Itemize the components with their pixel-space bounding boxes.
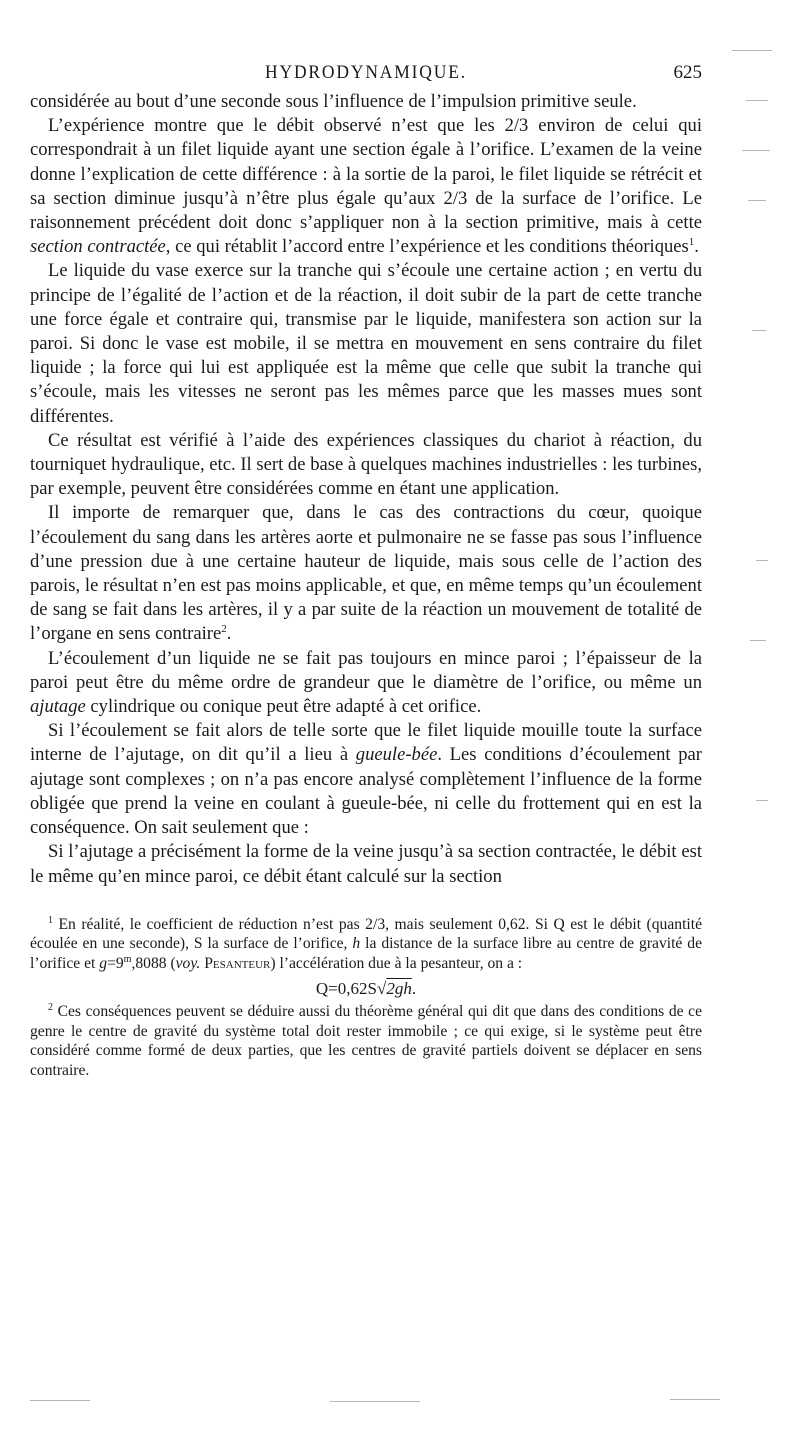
scan-speck xyxy=(30,1400,90,1401)
footnote-2-mark: 2 xyxy=(48,1002,53,1014)
scan-speck xyxy=(670,1399,720,1400)
footnote-ref-1: 1 xyxy=(688,236,695,249)
paragraph-5-text-a: Il importe de remarquer que, dans le cas des contractions du cœur, quoique l’écoulement du sang dans les artères aorte et pulmonaire ne se fasse pas sous l’influence d’une pression due à une certaine hauteur de liquide, mais sous celle de l’action des parois, le résultat n’en est pas moins applicable, et que, en même temps qu’un écoulement de sang se fait dans les artères, il y a par suite de la réaction un mouvement de totalité de l’organe en sens contraire xyxy=(30,502,702,645)
paragraph-1 xyxy=(30,90,702,114)
footnote-1-voy: voy. xyxy=(175,954,201,972)
scan-speck xyxy=(732,50,772,51)
paragraph-7-text-b: . Les conditions d’écoulement par ajutage sont complexes ; on n’a pas encore analysé complètement l’influence de la forme obligée que prend la veine en coulant à gueule-bée, ni celle du frottement qui en est la conséquence. On sait seulement que : xyxy=(30,744,702,839)
scan-speck xyxy=(756,800,768,801)
footnote-1-mark: 1 xyxy=(48,914,53,926)
sqrt-sign: √ xyxy=(376,978,387,998)
footnotes xyxy=(30,915,702,1080)
page xyxy=(30,62,702,1080)
paragraph-3-text: Le liquide du vase exerce sur la tranche qui s’écoule une certaine action ; en vertu du principe de l’égalité de l’action et de la réaction, il doit subir de la part de cette tranche une force égale et contraire qui, transmise par le liquide, manifestera son action sur la paroi. Si donc le vase est mobile, il se mettra en mouvement en sens contraire du filet liquide ; la force qui lui est appliquée est la même que celle que subit la tranche qui s’écoule, mais les vitesses ne seront pas les mêmes parce que les masses mues sont différentes. xyxy=(30,260,702,427)
formula-end: . xyxy=(411,978,417,998)
page-number: 625 xyxy=(673,62,702,83)
margin-scan-marks xyxy=(712,40,782,940)
footnote-1-var-g: g xyxy=(99,954,108,972)
paragraph-5 xyxy=(30,501,702,646)
footnote-2-text: Ces conséquences peuvent se déduire aussi du théorème général qui dit que dans des conditions de ce genre le centre de gravité du système total doit rester immobile ; ce qui exige, si le système peut être considéré comme formé de deux parties, que les centres de gravité partiels doivent se déplacer en sens contraire. xyxy=(30,1003,702,1079)
formula-radicand: 2gh xyxy=(386,978,412,998)
scan-speck xyxy=(330,1401,420,1402)
scan-speck xyxy=(746,100,768,101)
paragraph-7 xyxy=(30,719,702,840)
paragraph-2-text-a: L’expérience montre que le débit observé n’est que les 2/3 environ de celui qui correspondrait à un filet liquide ayant une section égale à l’orifice. L’examen de la veine donne l’explication de cette différence : à la sortie de la paroi, le filet liquide se rétrécit et sa section diminue jusqu’à n’être plus égale qu’aux 2/3 de la surface de l’orifice. Le raisonnement précédent doit donc s’appliquer non à la section primitive, mais à cette xyxy=(30,115,702,234)
footnote-1-text-b: la distance de la surface libre au centre de gravité de l’orifice et xyxy=(30,935,702,972)
formula xyxy=(30,979,702,998)
footnote-1 xyxy=(30,915,702,973)
paragraph-8 xyxy=(30,840,702,888)
paragraph-6-text-b: cylindrique ou conique peut être adapté à cet orifice. xyxy=(85,696,482,718)
paragraph-2 xyxy=(30,114,702,259)
footnote-1-text-e: ) l’accélération due à la pesanteur, on a : xyxy=(270,954,523,972)
paragraph-6 xyxy=(30,647,702,720)
paragraph-7-emphasis: gueule-bée xyxy=(355,744,438,766)
running-title: HYDRODYNAMIQUE. xyxy=(265,62,467,83)
footnote-ref-2: 2 xyxy=(221,623,227,636)
scan-speck xyxy=(748,200,766,201)
page-header xyxy=(30,62,702,90)
footnote-1-text-c: =9 xyxy=(107,954,124,972)
paragraph-6-text-a: L’écoulement d’un liquide ne se fait pas toujours en mince paroi ; l’épaisseur de la paroi peut être du même ordre de grandeur que le diamètre de l’orifice, ou même un xyxy=(30,647,702,693)
footnote-1-text-d: ,8088 ( xyxy=(131,954,176,972)
paragraph-4 xyxy=(30,429,702,502)
footnote-1-text-a: En réalité, le coefficient de réduction n’est pas 2/3, mais seulement 0,62. Si Q est le débit (quantité écoulée en une seconde), S la surface de l’orifice, xyxy=(30,915,702,953)
footnote-1-crossref: Pesanteur xyxy=(204,954,271,972)
paragraph-2-text-b: , ce qui rétablit l’accord entre l’expérience et les conditions théoriques xyxy=(165,236,689,258)
paragraph-5-text-b: . xyxy=(226,623,232,645)
formula-lhs: Q=0,62S xyxy=(315,978,377,998)
paragraph-3 xyxy=(30,259,702,428)
scan-speck xyxy=(756,560,768,561)
paragraph-2-emphasis: section contractée xyxy=(30,236,166,258)
paragraph-1-text: considérée au bout d’une seconde sous l’influence de l’impulsion primitive seule. xyxy=(30,91,637,112)
paragraph-7-text-a: Si l’écoulement se fait alors de telle sorte que le filet liquide mouille toute la surface interne de l’ajutage, on dit qu’il a lieu à xyxy=(30,720,702,766)
scan-speck xyxy=(752,330,766,331)
paragraph-2-text-c: . xyxy=(694,236,699,258)
footnote-1-var-h: h xyxy=(352,935,361,953)
bottom-scan-marks xyxy=(30,1398,770,1404)
paragraph-4-text: Ce résultat est vérifié à l’aide des expériences classiques du chariot à réaction, du tourniquet hydraulique, etc. Il sert de base à quelques machines industrielles : les turbines, par exemple, peuvent être considérées comme en étant une application. xyxy=(30,429,702,500)
body-text xyxy=(30,90,702,889)
footnote-1-unit: m xyxy=(123,953,132,965)
footnote-2 xyxy=(30,1002,702,1080)
paragraph-8-text: Si l’ajutage a précisément la forme de la veine jusqu’à sa section contractée, le débit est le même qu’en mince paroi, ce débit étant calculé sur la section xyxy=(30,841,702,887)
paragraph-6-emphasis: ajutage xyxy=(30,696,86,718)
scan-speck xyxy=(742,150,770,151)
scan-speck xyxy=(750,640,766,641)
